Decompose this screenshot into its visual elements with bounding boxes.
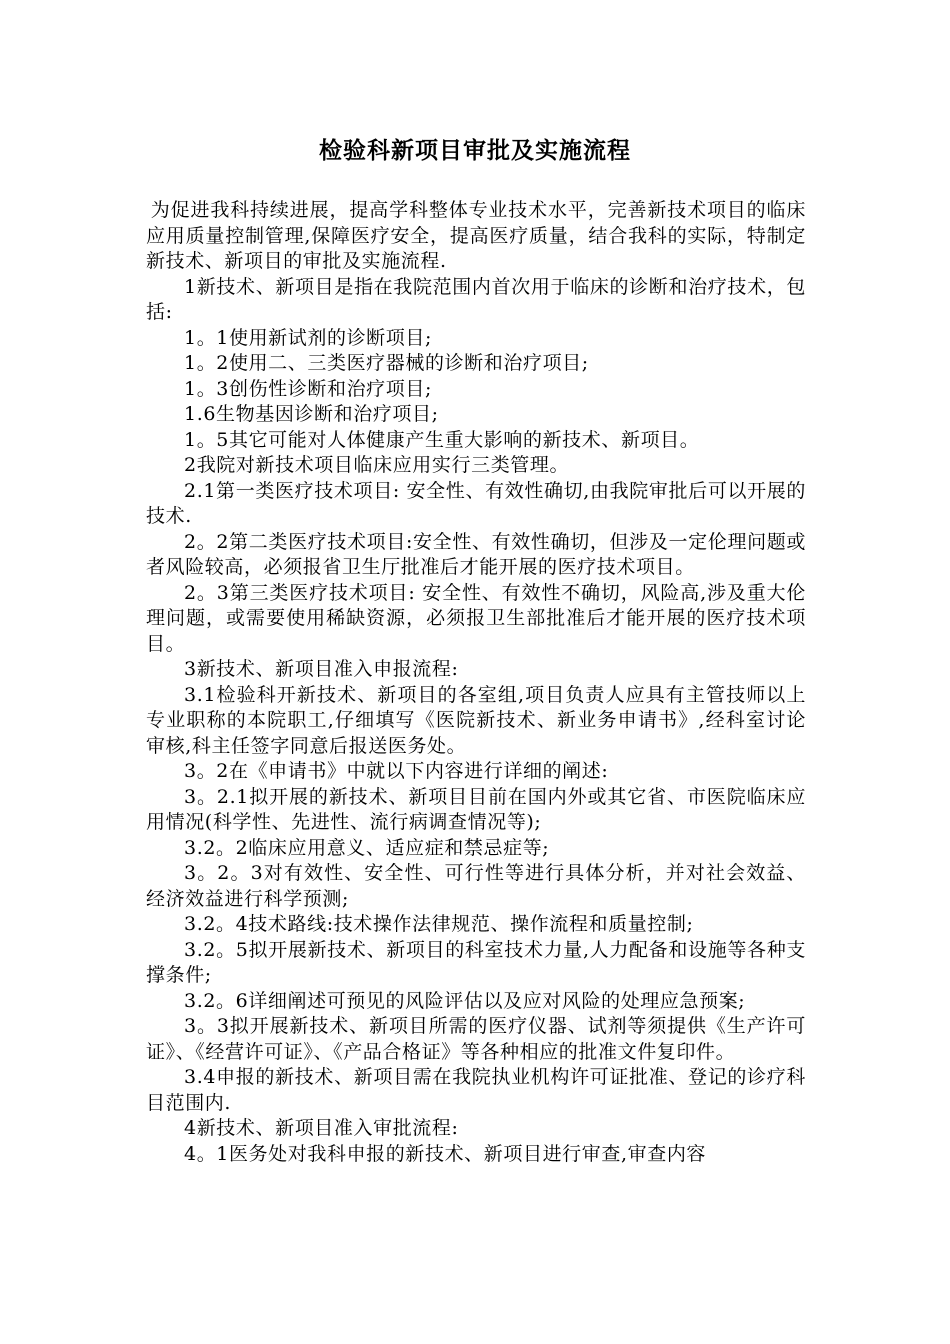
paragraph-3: 3新技术、新项目准入申报流程:	[184, 658, 459, 680]
paragraph-1-3: 1。3创伤性诊断和治疗项目;	[184, 377, 432, 400]
paragraph-1-6: 1.6生物基因诊断和治疗项目;	[184, 403, 439, 425]
paragraph-3-2-3: 3。2。3对有效性、安全性、可行性等进行具体分析，并对社会效益、经济效益进行科学预测;	[146, 862, 806, 910]
paragraph-3-1: 3.1检验科开新技术、新项目的各室组,项目负责人应具有主管技师以上专业职称的本院职工,仔细填写《医院新技术、新业务申请书》,经科室讨论审核,科主任签字同意后报送医务处。	[146, 683, 806, 757]
paragraph-1-5: 1。5其它可能对人体健康产生重大影响的新技术、新项目。	[184, 428, 700, 451]
paragraph-3-2-1: 3。2.1拟开展的新技术、新项目目前在国内外或其它省、市医院临床应用情况(科学性、先进性、流行病调查情况等);	[146, 785, 806, 833]
paragraph-1-2: 1。2使用二、三类医疗器械的诊断和治疗项目;	[184, 352, 589, 374]
paragraph-4-1: 4。1医务处对我科申报的新技术、新项目进行审查,审查内容	[184, 1142, 707, 1165]
paragraph-3-2-6: 3.2。6详细阐述可预见的风险评估以及应对风险的处理应急预案;	[184, 989, 746, 1012]
paragraph-1-1: 1。1使用新试剂的诊断项目;	[184, 326, 432, 349]
paragraph-1: 1新技术、新项目是指在我院范围内首次用于临床的诊断和治疗技术，包括:	[146, 275, 806, 323]
paragraph-3-2-5: 3.2。5拟开展新技术、新项目的科室技术力量,人力配备和设施等各种支撑条件;	[146, 938, 806, 986]
document-body	[146, 198, 806, 1167]
paragraph-3-4: 3.4申报的新技术、新项目需在我院执业机构许可证批准、登记的诊疗科目范围内.	[146, 1066, 806, 1114]
paragraph-3-2: 3。2在《申请书》中就以下内容进行详细的阐述:	[184, 760, 609, 782]
paragraph-2-1: 2.1第一类医疗技术项目: 安全性、有效性确切,由我院审批后可以开展的技术.	[146, 479, 806, 527]
paragraph-3-2-2: 3.2。2临床应用意义、适应症和禁忌症等;	[184, 836, 550, 859]
document-title: 检验科新项目审批及实施流程	[319, 138, 631, 164]
paragraph-2-3: 2。3第三类医疗技术项目: 安全性、有效性不确切，风险高,涉及重大伦理问题，或需要使用稀缺资源，必须报卫生部批准后才能开展的医疗技术项目。	[146, 581, 806, 655]
intro-paragraph: 为促进我科持续进展，提高学科整体专业技术水平，完善新技术项目的临床应用质量控制管理,保障医疗安全，提高医疗质量，结合我科的实际，特制定新技术、新项目的审批及实施流程.	[146, 199, 806, 272]
paragraph-2: 2我院对新技术项目临床应用实行三类管理。	[184, 454, 570, 476]
paragraph-2-2: 2。2第二类医疗技术项目:安全性、有效性确切，但涉及一定伦理问题或者风险较高，必须报省卫生厅批准后才能开展的医疗技术项目。	[146, 530, 806, 578]
paragraph-3-2-4: 3.2。4技术路线:技术操作法律规范、操作流程和质量控制;	[184, 913, 694, 935]
paragraph-4: 4新技术、新项目准入审批流程:	[184, 1117, 459, 1139]
paragraph-3-3: 3。3拟开展新技术、新项目所需的医疗仪器、试剂等须提供《生产许可证》、《经营许可证》、《产品合格证》等各种相应的批准文件复印件。	[146, 1015, 806, 1063]
